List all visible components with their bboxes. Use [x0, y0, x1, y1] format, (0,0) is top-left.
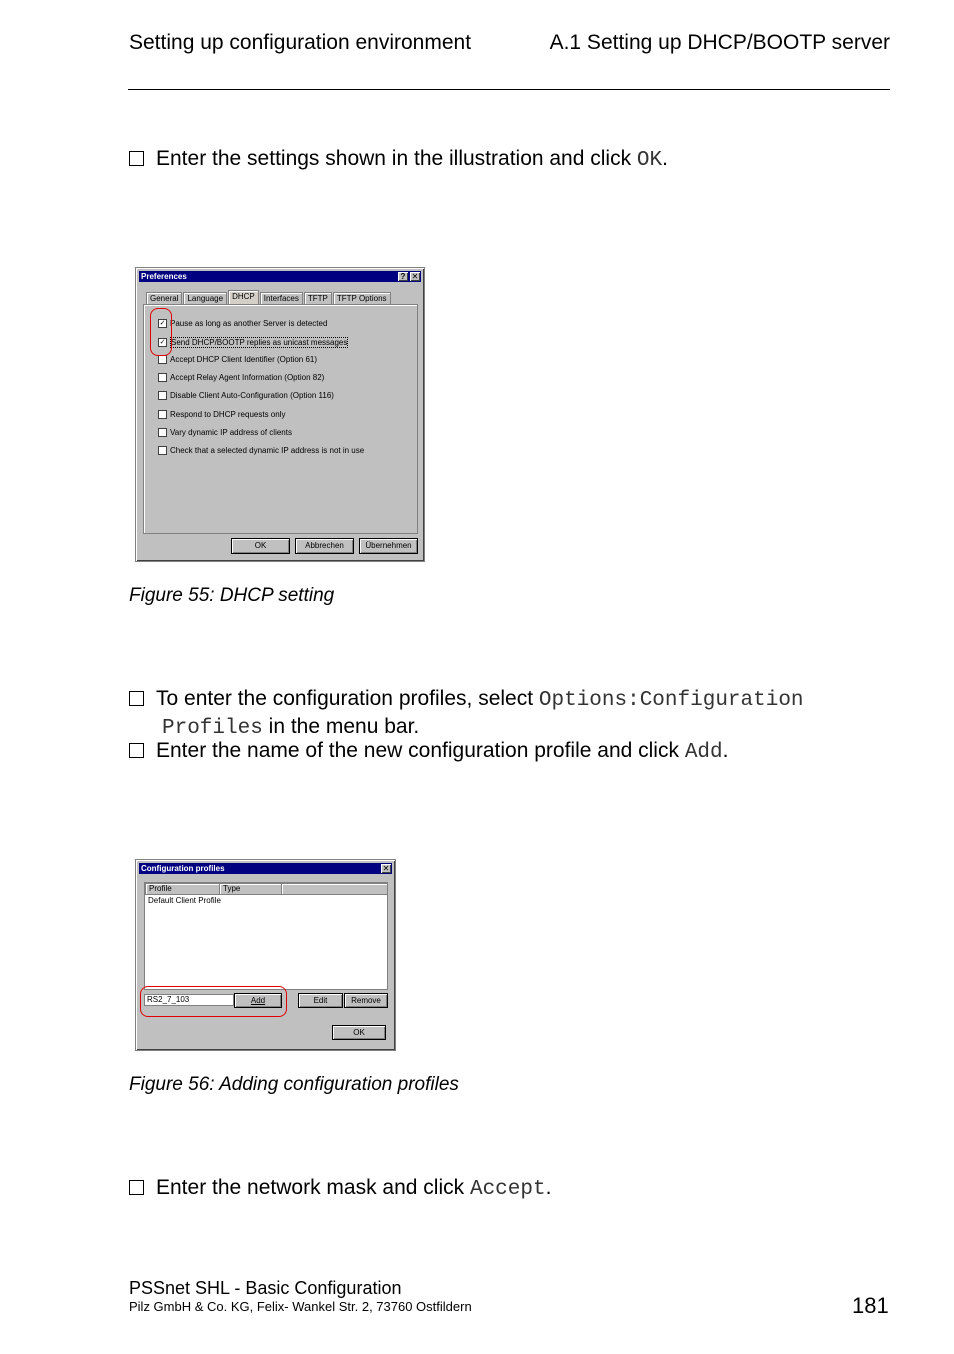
- close-icon[interactable]: ✕: [411, 272, 419, 281]
- tab-dhcp[interactable]: DHCP: [228, 290, 259, 304]
- checkbox-checked[interactable]: ✓: [159, 339, 166, 346]
- profiles-titlebar: Configuration profiles ✕: [139, 863, 392, 874]
- highlight-mark: [140, 986, 287, 1017]
- ok-button[interactable]: OK: [332, 1025, 386, 1040]
- option-vary-ip[interactable]: Vary dynamic IP address of clients: [158, 428, 292, 437]
- remove-button[interactable]: Remove: [344, 993, 388, 1008]
- checkbox[interactable]: [158, 391, 167, 400]
- ok-button[interactable]: OK: [231, 538, 290, 554]
- step-enter-profile-name: Enter the name of the new configuration profile and click Add.: [129, 738, 728, 766]
- checkbox[interactable]: [158, 410, 167, 419]
- tab-tftp[interactable]: TFTP: [304, 292, 332, 304]
- help-icon[interactable]: ?: [398, 272, 408, 281]
- step-enter-network-mask: Enter the network mask and click Accept.: [129, 1175, 551, 1203]
- profiles-list[interactable]: [144, 882, 388, 990]
- preferences-tabs: [146, 292, 392, 304]
- page-number: 181: [852, 1293, 889, 1318]
- step-checkbox-icon: [129, 1180, 144, 1195]
- configuration-profiles-dialog: [135, 859, 396, 1051]
- figure-56-caption: Figure 56: Adding configuration profiles: [129, 1074, 459, 1095]
- checkbox-checked[interactable]: ✓: [159, 320, 166, 327]
- running-header: [129, 31, 890, 55]
- step-checkbox-icon: [129, 691, 144, 706]
- step-checkbox-icon: [129, 151, 144, 166]
- header-section: A.1 Setting up DHCP/BOOTP server: [549, 31, 890, 54]
- option-disable-autoconfig[interactable]: Disable Client Auto-Configuration (Option 116): [158, 391, 334, 400]
- footer-address: Pilz GmbH & Co. KG, Felix- Wankel Str. 2, 73760 Ostfildern: [129, 1299, 472, 1314]
- option-pause[interactable]: ✓ Pause as long as another Server is detected: [159, 319, 328, 328]
- column-header-type[interactable]: Type: [219, 883, 282, 895]
- preferences-dialog: [135, 267, 425, 562]
- checkbox[interactable]: [158, 355, 167, 364]
- close-icon[interactable]: ✕: [382, 864, 390, 873]
- tab-general[interactable]: General: [146, 292, 182, 304]
- tab-tftp-options[interactable]: TFTP Options: [333, 292, 391, 304]
- checkbox[interactable]: [158, 428, 167, 437]
- list-item[interactable]: Default Client Profile: [148, 896, 221, 905]
- apply-button[interactable]: Übernehmen: [359, 538, 418, 554]
- option-check-ip-in-use[interactable]: Check that a selected dynamic IP address is not in use: [158, 446, 364, 455]
- option-send-unicast[interactable]: ✓ Send DHCP/BOOTP replies as unicast messages: [159, 338, 348, 347]
- header-rule: [128, 89, 890, 90]
- step-enter-settings: Enter the settings shown in the illustration and click OK.: [129, 146, 668, 174]
- step-select-options: To enter the configuration profiles, select Options:Configuration Profiles in the menu bar.: [129, 686, 804, 742]
- checkbox[interactable]: [158, 373, 167, 382]
- cancel-button[interactable]: Abbrechen: [295, 538, 354, 554]
- column-header-blank: [281, 883, 388, 895]
- figure-55-caption: Figure 55: DHCP setting: [129, 585, 335, 606]
- header-chapter: Setting up configuration environment: [129, 31, 472, 54]
- preferences-titlebar: Preferences ? ✕: [139, 271, 421, 282]
- highlight-mark: [150, 308, 172, 356]
- edit-button[interactable]: Edit: [298, 993, 343, 1008]
- tab-interfaces[interactable]: Interfaces: [260, 292, 303, 304]
- profile-name-input[interactable]: RS2_7_103: [144, 994, 234, 1006]
- footer-title: PSSnet SHL - Basic Configuration: [129, 1278, 402, 1298]
- option-client-identifier[interactable]: Accept DHCP Client Identifier (Option 61): [158, 355, 317, 364]
- column-header-profile[interactable]: Profile: [145, 883, 220, 895]
- add-button[interactable]: Add: [234, 993, 282, 1008]
- option-relay-agent[interactable]: Accept Relay Agent Information (Option 82): [158, 373, 324, 382]
- checkbox[interactable]: [158, 446, 167, 455]
- option-respond-dhcp-only[interactable]: Respond to DHCP requests only: [158, 410, 285, 419]
- step-checkbox-icon: [129, 743, 144, 758]
- tab-language[interactable]: Language: [183, 292, 227, 304]
